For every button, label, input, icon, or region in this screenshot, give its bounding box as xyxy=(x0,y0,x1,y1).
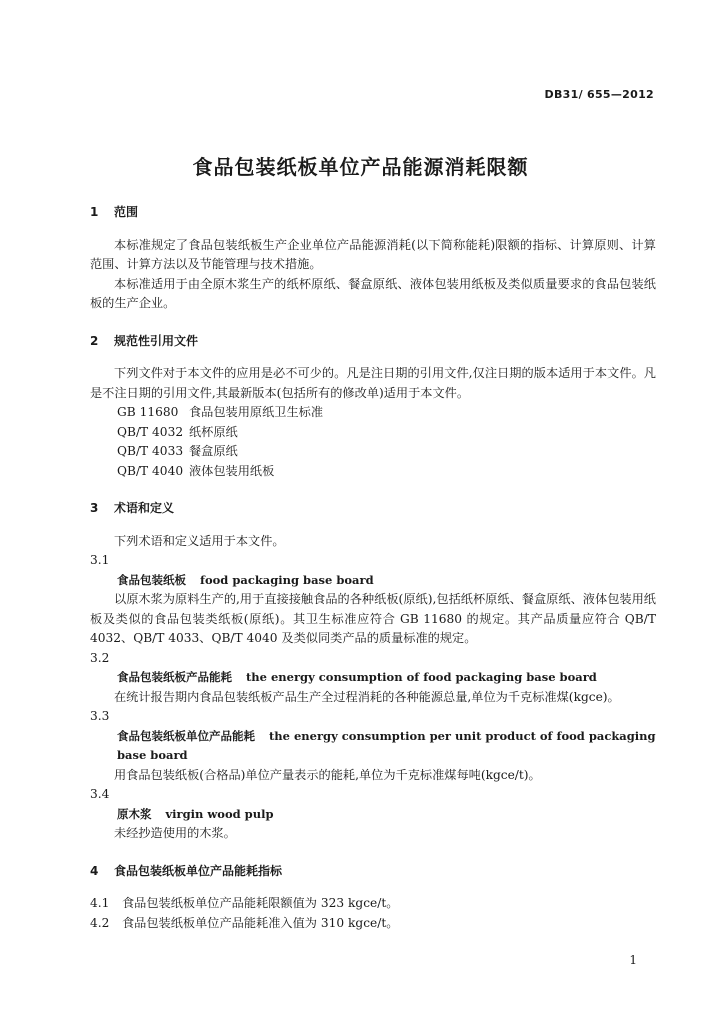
paragraph: 下列术语和定义适用于本文件。 xyxy=(114,533,285,548)
section-heading-scope xyxy=(90,203,656,223)
term-en: virgin wood pulp xyxy=(165,806,274,821)
section-heading-terms-and-definitions xyxy=(90,499,656,519)
reference-item xyxy=(90,442,656,462)
section-title: 范围 xyxy=(114,205,139,219)
page-number: 1 xyxy=(629,953,637,967)
reference-name: 餐盒原纸 xyxy=(189,444,238,458)
clause-number: 3.4 xyxy=(90,787,110,801)
term-zh: 食品包装纸板单位产品能耗 xyxy=(117,728,255,743)
term-en: the energy consumption of food packaging base board xyxy=(246,670,597,684)
term-definition: 以原木浆为原料生产的,用于直接接触食品的各种纸板(原纸),包括纸杯原纸、餐盒原纸、液体包装用纸板及类似的食品包装类纸板(原纸)。其卫生标准应符合 GB 11680 的规定。其产品质量应符合 QB/T 4032、QB/T 4033、QB/T 4040 及类似同类产品的质量标准的规定。 xyxy=(90,592,656,645)
term-zh: 原木浆 xyxy=(117,806,152,821)
page-title: 食品包装纸板单位产品能源消耗限额 xyxy=(192,155,529,179)
reference-code: QB/T 4032 xyxy=(117,424,184,439)
section-title: 术语和定义 xyxy=(114,501,175,515)
term-zh: 食品包装纸板产品能耗 xyxy=(117,670,232,684)
section-number: 1 xyxy=(90,205,99,219)
section-number: 2 xyxy=(90,333,99,348)
clause-number: 4.2 xyxy=(90,915,110,930)
document-body xyxy=(90,203,656,933)
paragraph: 本标准规定了食品包装纸板生产企业单位产品能源消耗(以下简称能耗)限额的指标、计算原则、计算范围、计算方法以及节能管理与技术措施。 xyxy=(90,237,656,271)
term-heading xyxy=(90,571,656,591)
clause-item xyxy=(90,914,656,934)
paragraph: 下列文件对于本文件的应用是必不可少的。凡是注日期的引用文件,仅注日期的版本适用于本文件。凡是不注日期的引用文件,其最新版本(包括所有的修改单)适用于本文件。 xyxy=(90,366,656,400)
term-en: the energy consumption per unit product of food packaging base board xyxy=(117,728,656,762)
paragraph: 本标准适用于由全原木浆生产的纸杯原纸、餐盒原纸、液体包装用纸板及类似质量要求的食品包装纸板的生产企业。 xyxy=(90,276,656,310)
document-code: DB31/ 655—2012 xyxy=(544,88,654,101)
term-en: food packaging base board xyxy=(200,572,374,587)
clause-number: 4.1 xyxy=(90,896,110,910)
reference-code: QB/T 4033 xyxy=(117,444,184,458)
section-number: 4 xyxy=(90,863,99,878)
term-heading xyxy=(90,668,656,688)
term-heading xyxy=(90,727,656,766)
term-definition: 未经抄造使用的木浆。 xyxy=(114,826,236,840)
reference-item xyxy=(90,423,656,443)
reference-item xyxy=(90,403,656,423)
clause-number: 3.3 xyxy=(90,709,110,723)
term-definition: 在统计报告期内食品包装纸板产品生产全过程消耗的各种能源总量,单位为千克标准煤(kgce)。 xyxy=(114,689,620,704)
section-title: 规范性引用文件 xyxy=(114,333,199,348)
clause-number: 3.1 xyxy=(90,553,110,567)
section-heading-energy-indicators xyxy=(90,862,656,882)
term-zh: 食品包装纸板 xyxy=(117,572,186,587)
reference-code: QB/T 4040 xyxy=(117,463,184,478)
section-number: 3 xyxy=(90,501,99,515)
section-title: 食品包装纸板单位产品能耗指标 xyxy=(114,863,283,878)
section-heading-normative-references xyxy=(90,332,656,352)
clause-text: 食品包装纸板单位产品能耗限额值为 323 kgce/t。 xyxy=(122,896,399,910)
clause-item xyxy=(90,894,656,914)
clause-text: 食品包装纸板单位产品能耗准入值为 310 kgce/t。 xyxy=(122,915,399,930)
reference-name: 纸杯原纸 xyxy=(189,424,238,439)
term-definition: 用食品包装纸板(合格品)单位产量表示的能耗,单位为千克标准煤每吨(kgce/t)。 xyxy=(114,767,541,782)
reference-name: 液体包装用纸板 xyxy=(189,463,275,478)
reference-code: GB 11680 xyxy=(117,405,179,419)
clause-number: 3.2 xyxy=(90,650,110,665)
term-heading xyxy=(90,805,656,825)
reference-item xyxy=(90,462,656,482)
reference-name: 食品包装用原纸卫生标准 xyxy=(189,405,324,419)
